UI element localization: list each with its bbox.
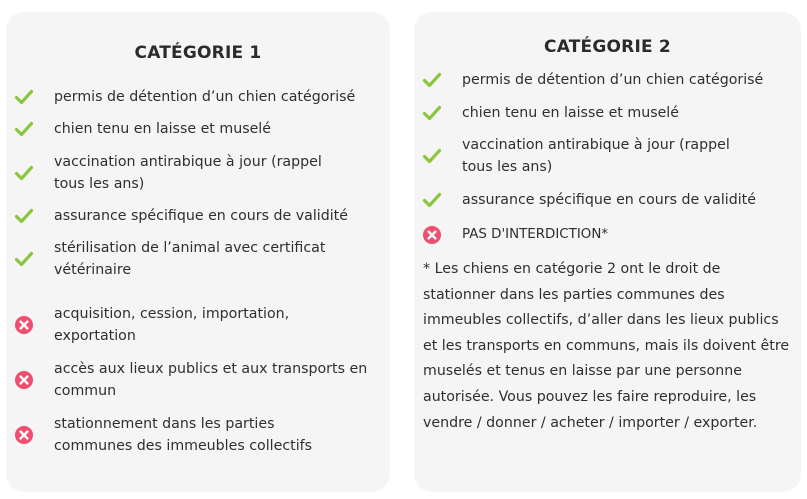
cross-icon <box>421 224 443 246</box>
categorie-2-item <box>421 224 796 246</box>
categorie-2-item-text: chien tenu en laisse et muselé <box>462 105 679 121</box>
categorie-2-item <box>421 189 796 211</box>
cross-icon <box>13 424 35 446</box>
categorie-1-item <box>13 118 383 140</box>
categorie-1-title: CATÉGORIE 1 <box>134 43 262 63</box>
check-icon <box>13 86 35 108</box>
categorie-2-item-text: PAS D'INTERDICTION* <box>462 227 609 242</box>
check-icon <box>421 189 443 211</box>
categorie-2-item-text: assurance spécifique en cours de validité <box>462 192 756 208</box>
check-icon <box>13 118 35 140</box>
check-icon <box>13 162 35 184</box>
categorie-1-item <box>13 205 383 227</box>
check-icon <box>13 248 35 270</box>
categorie-1-item-text: accès aux lieux publics et aux transports en commun <box>54 361 368 399</box>
categorie-2-item <box>421 134 756 178</box>
categorie-2-item-text: permis de détention d’un chien catégorisé <box>462 72 764 88</box>
categorie-1-item-text: vaccination antirabique à jour (rappel tous les ans) <box>54 154 322 192</box>
check-icon <box>421 69 443 91</box>
categorie-1-item-text: acquisition, cession, importation, exportation <box>54 306 290 344</box>
categorie-1-card <box>6 12 390 492</box>
cross-icon <box>13 314 35 336</box>
categorie-1-item-text: assurance spécifique en cours de validité <box>54 208 348 224</box>
categorie-1-item <box>13 237 343 281</box>
categorie-1-item-text: permis de détention d’un chien catégorisé <box>54 89 356 105</box>
categorie-2-item <box>421 69 796 91</box>
categorie-1-item <box>13 358 373 402</box>
categorie-2-card <box>414 12 801 492</box>
categorie-1-item-text: stérilisation de l’animal avec certificat vétérinaire <box>54 240 326 278</box>
categorie-1-item-text: stationnement dans les parties communes des immeubles collectifs <box>54 416 313 454</box>
categorie-2-item-text: vaccination antirabique à jour (rappel tous les ans) <box>462 137 730 175</box>
categorie-1-item-text: chien tenu en laisse et muselé <box>54 121 271 137</box>
categorie-2-title: CATÉGORIE 2 <box>544 37 671 57</box>
categorie-1-item <box>13 86 383 108</box>
check-icon <box>421 145 443 167</box>
check-icon <box>13 205 35 227</box>
cross-icon <box>13 369 35 391</box>
categorie-2-footnote: * Les chiens en catégorie 2 ont le droit de stationner dans les parties communes des immeubles collectifs, d’aller dans les lieux publics et les transports en communs, mais ils doivent être muselés et tenus en laisse par une personne autorisée. Vous pouvez les faire reproduire, les vendre / donner / acheter / importer / exporter. <box>423 261 790 431</box>
categorie-1-item <box>13 413 343 457</box>
check-icon <box>421 102 443 124</box>
categorie-2-item <box>421 102 796 124</box>
categorie-1-item <box>13 303 333 347</box>
categorie-1-item <box>13 151 348 195</box>
